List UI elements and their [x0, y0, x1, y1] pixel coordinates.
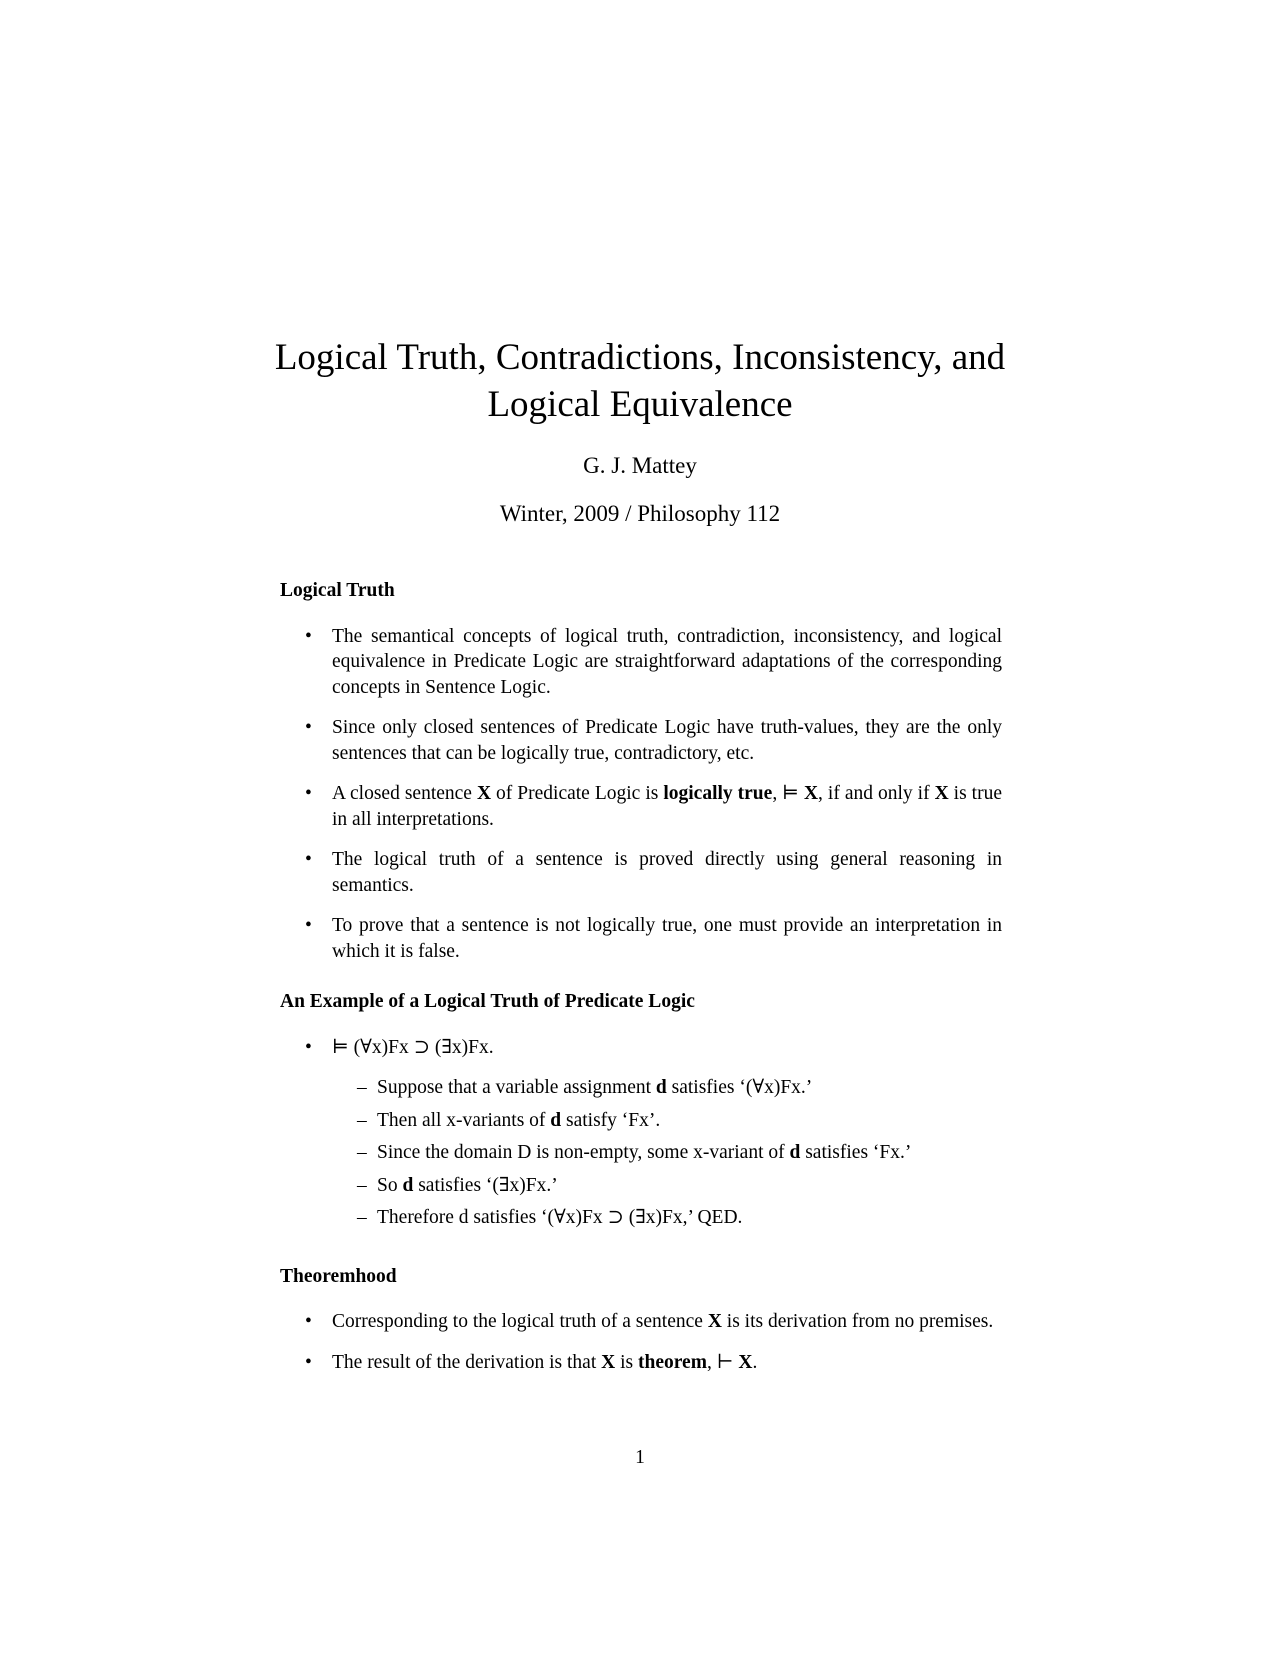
page-number: 1	[635, 1447, 645, 1468]
list-item: • A closed sentence X of Predicate Logic is logically true, ⊨ X, if and only if X is true in all interpretations.	[305, 783, 1002, 830]
list-item	[305, 1035, 1002, 1231]
paper-title	[260, 334, 1020, 428]
bullet-icon: •	[305, 625, 312, 647]
title-line-1: Logical Truth, Contradictions, Inconsistency, and	[274, 337, 1006, 378]
list-item: • To prove that a sentence is not logically true, one must provide an interpretation in which it is false.	[305, 915, 1002, 962]
list-item: • The logical truth of a sentence is proved directly using general reasoning in semantics.	[305, 849, 1002, 896]
bullet-icon: •	[305, 849, 312, 870]
bullet-list-logical-truth	[280, 624, 1002, 965]
bullet-icon: •	[305, 717, 312, 738]
dash-icon: –	[357, 1174, 367, 1196]
bullet-list-theoremhood	[280, 1309, 1002, 1375]
dash-icon: –	[357, 1142, 367, 1163]
list-item: • Corresponding to the logical truth of a sentence X is its derivation from no premises.	[332, 1309, 1002, 1335]
proof-steps	[332, 1075, 1002, 1231]
date-course: Winter, 2009 / Philosophy 112	[499, 501, 781, 526]
proof-step: – Then all x-variants of d satisfy ‘Fx’.	[377, 1108, 1002, 1134]
proof-step: – Since the domain D is non-empty, some x-variant of d satisfies ‘Fx.’	[377, 1140, 1002, 1166]
dash-icon: –	[357, 1109, 367, 1131]
defined-term: logically true	[663, 783, 773, 804]
bullet-icon: •	[305, 1351, 312, 1373]
bullet-icon: •	[305, 915, 312, 936]
dash-icon: –	[357, 1207, 367, 1228]
author: G. J. Mattey	[583, 453, 697, 478]
bullet-icon: •	[305, 1311, 312, 1332]
bullet-icon: •	[305, 783, 312, 804]
bullet-icon: •	[305, 1036, 312, 1058]
list-item: • The result of the derivation is that X is theorem, ⊢ X.	[332, 1350, 1002, 1376]
defined-term: theorem	[638, 1351, 707, 1373]
proof-step: – Suppose that a variable assignment d satisfies ‘(∀x)Fx.’	[377, 1075, 1002, 1101]
dash-icon: –	[357, 1077, 367, 1098]
section-heading-logical-truth: Logical Truth	[280, 580, 395, 601]
list-item: • Since only closed sentences of Predicate Logic have truth-values, they are the only sentences that can be logically true, contradictory, etc.	[305, 717, 1002, 764]
formula: ⊨ (∀x)Fx ⊃ (∃x)Fx.	[332, 1036, 494, 1058]
title-line-2: Logical Equivalence	[487, 384, 793, 425]
section-heading-theoremhood: Theoremhood	[280, 1265, 397, 1287]
paper-body	[280, 578, 1002, 1390]
bullet-list-example	[280, 1035, 1002, 1231]
proof-step: – So d satisfies ‘(∃x)Fx.’	[377, 1173, 1002, 1199]
proof-step: – Therefore d satisfies ‘(∀x)Fx ⊃ (∃x)Fx,’ QED.	[377, 1205, 1002, 1231]
section-heading-example: An Example of a Logical Truth of Predicate Logic	[280, 991, 695, 1012]
list-item: • The semantical concepts of logical truth, contradiction, inconsistency, and logical equivalence in Predicate Logic are straightforward adaptations of the corresponding concepts in Sentence Logic.	[305, 625, 1002, 698]
